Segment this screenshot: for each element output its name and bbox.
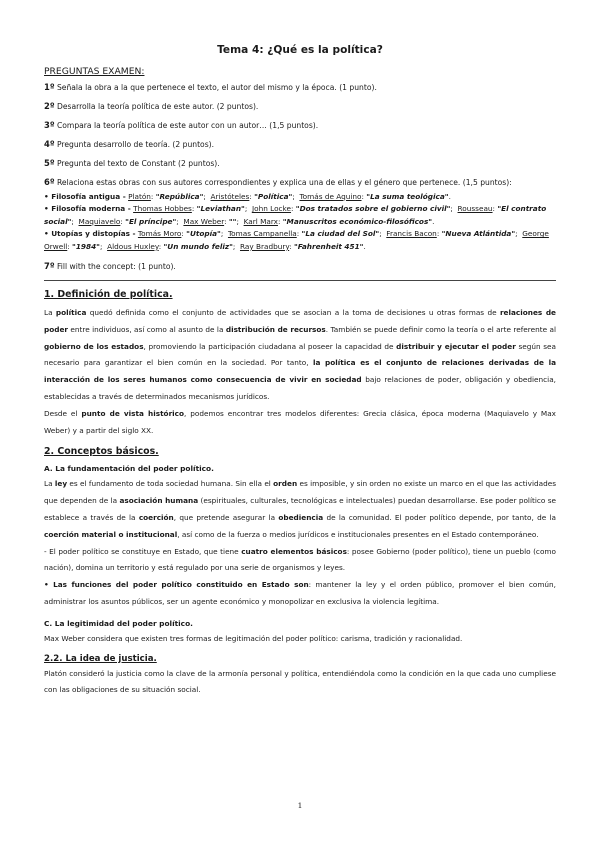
question-1: 1º Señala la obra a la que pertenece el texto, el autor del mismo y la época. (1 punto).	[44, 82, 377, 92]
authors-antigua: • Filosofía antigua - Platón: "República"; Aristóteles: "Política"; Tomás de Aquino: "La suma teológica".	[44, 191, 451, 201]
divider	[44, 280, 556, 281]
subsection-c-heading: C. La legitimidad del poder político.	[44, 618, 193, 628]
section-2-paragraph-1: La ley es el fundamento de toda sociedad humana. Sin ella el orden es imposible, y sin orden no existe un marco en el que las actividades que dependen de la asociación humana (espirituales, culturales, tecnológicas e intelectuales) puedan desarrollarse. Ese poder político se establece a través de la coerción, que pretende asegurar la obediencia de la comunidad. El poder político depende, por tanto, de la coerción material o institucional, así como de la fuerza o medios jurídicos e institucionales presentes en el Estado contemporáneo.	[44, 479, 557, 539]
question-5: 5º Pregunta del texto de Constant (2 puntos).	[44, 158, 220, 168]
section-1-heading: 1. Definición de política.	[44, 288, 173, 300]
section-2-paragraph-4: Max Weber considera que existen tres formas de legitimación del poder político: carisma, tradición y racionalidad.	[44, 633, 463, 643]
subsection-a-heading: A. La fundamentación del poder político.	[44, 464, 214, 474]
authors-list	[44, 191, 556, 254]
page-title: Tema 4: ¿Qué es la política?	[217, 44, 383, 56]
question-3: 3º Compara la teoría política de este autor con un autor… (1,5 puntos).	[44, 120, 319, 130]
section-2-2-paragraph: Platón consideró la justicia como la clave de la armonía personal y política, entendiéndola como la condición en la que cada uno cumpliese con las obligaciones de su situación social.	[44, 668, 556, 695]
question-4: 4º Pregunta desarrollo de teoría. (2 puntos).	[44, 139, 215, 149]
subsection-2-2-heading: 2.2. La idea de justicia.	[44, 653, 157, 664]
exam-heading: PREGUNTAS EXAMEN:	[44, 66, 145, 77]
authors-moderna: • Filosofía moderna - Thomas Hobbes: "Leviathan"; John Locke: "Dos tratados sobre el gobierno civil"; Rousseau: "El contrato social"; Maquiavelo: "El príncipe"; Max Weber: ""; Karl Marx: "Manuscritos económico-filosóficos".	[44, 204, 547, 226]
question-6: 6º Relaciona estas obras con sus autores correspondientes y explica una de ellas y el género que pertenece. (1,5 puntos):	[44, 177, 512, 187]
section-1-paragraph-2: Desde el punto de vista histórico, podemos encontrar tres modelos diferentes: Grecia clásica, época moderna (Maquiavelo y Max Weber) y a partir del siglo XX.	[44, 408, 556, 435]
authors-utopias: • Utopías y distopías - Tomás Moro: "Utopía"; Tomas Campanella: "La ciudad del Sol"; Francis Bacon: "Nueva Atlántida"; George Orwell: "1984"; Aldous Huxley: "Un mundo feliz"; Ray Bradbury: "Fahrenheit 451".	[44, 229, 549, 251]
section-2-heading: 2. Conceptos básicos.	[44, 446, 159, 458]
section-2-paragraph-2: - El poder político se constituye en Estado, que tiene cuatro elementos básicos: posee Gobierno (poder político), tiene un pueblo (como nación), domina un territorio y está regulado por una serie de organismos y leyes.	[44, 546, 556, 573]
question-2: 2º Desarrolla la teoría política de este autor. (2 puntos).	[44, 101, 259, 111]
page-number: 1	[297, 801, 303, 810]
section-2-paragraph-3: • Las funciones del poder político constituido en Estado son: mantener la ley y el orden público, promover el bien común, administrar los asuntos públicos, ser un agente económico y monopolizar en exclusiva la violencia legítima.	[44, 580, 556, 606]
section-1-paragraph-1: La política quedó definida como el conjunto de actividades que se asocian a la toma de decisiones u otras formas de relaciones de poder entre individuos, así como al asunto de la distribución de recursos. También se puede definir como la teoría o el arte referente al gobierno de los estados, promoviendo la participación ciudadana al poseer la capacidad de distribuir y ejecutar el poder según sea necesario para garantizar el bien común en la sociedad. Por tanto, la política es el conjunto de relaciones derivadas de la interacción de los seres humanos como consecuencia de vivir en sociedad bajo relaciones de poder, obligación y obediencia, establecidas a través de determinados mecanismos jurídicos.	[44, 307, 557, 401]
question-7: 7º Fill with the concept: (1 punto).	[44, 261, 176, 272]
